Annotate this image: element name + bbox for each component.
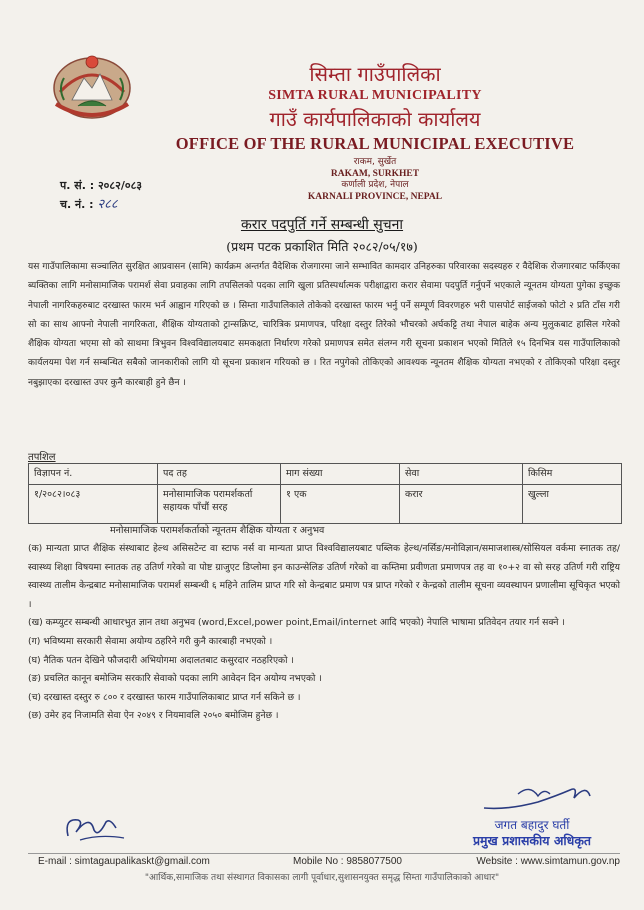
cell-ad-no: १/२०८२।०८३ — [29, 485, 158, 524]
cell-demand: १ एक — [281, 485, 400, 524]
table-header-row — [29, 464, 622, 485]
reference-ps-value: २०८२/०८३ — [97, 179, 143, 192]
reference-cn-value: २८८ — [97, 197, 118, 212]
col-ad-no: विज्ञापन नं. — [29, 464, 158, 485]
requirement-item: (ग) भविष्यमा सरकारी सेवामा अयोग्य ठहरिने गरी कुनै कारबाही नभएको । — [28, 635, 273, 647]
footer-mobile: Mobile No : 9858077500 — [293, 856, 402, 867]
table-caption: तपशिल — [28, 452, 56, 463]
office-name-np: गाउँ कार्यपालिकाको कार्यालय — [269, 107, 481, 131]
requirements-heading: मनोसामाजिक परामर्शकर्ताको न्यूनतम शैक्षिक योग्यता र अनुभव — [110, 525, 325, 536]
address-np-2: कर्णाली प्रदेश, नेपाल — [341, 180, 409, 190]
address-en-2: KARNALI PROVINCE, NEPAL — [307, 192, 443, 202]
col-demand: माग संख्या — [281, 464, 400, 485]
address-np-1: राकम, सुर्खेत — [353, 157, 397, 167]
requirement-item: (ख) कम्प्युटर सम्बन्धी आधारभुत ज्ञान तथा अनुभव (word,Excel,power point,Email/internet आदि भएको) नेपालि भाषामा प्रतिवेदन तयार गर्न सक्ने । — [28, 617, 565, 629]
footer-divider — [28, 853, 620, 854]
cell-type: खुल्ला — [523, 485, 622, 524]
notice-body: यस गाउँपालिकामा सञ्चालित सुरक्षित आप्रवासन (सामि) कार्यक्रम अन्तर्गत वैदेशिक रोजगारमा जाने सम्भावित कामदार उनिहरुका परिवारका सदस्यहरु र वैदेशिक रोजगारबाट फर्किएका ब्यक्तिका लागि मनोसामाजिक परामर्श सेवा प्रवाहका लागि तपसिलको पदका लागि खुला प्रतिस्पर्धात्मक परीक्षाद्वारा करार सेवामा पदपुर्ति गर्नुपर्ने भएकाले न्यूनतम योग्यता पुगेका इच्छुक नेपाली नागरिकहरुबाट दरखास्त फारम भर्न आह्वान गरिएको छ । सिम्ता गाउँपालिकाले तोकेको दरखास्त फारम भर्नु पर्ने सम्पूर्ण विवरणहरु भरी पासपोर्ट साईजको फोटो २ प्रति टाँस गरी सो का साथ आफ्नो नेपाली नागरिकता, शैक्षिक योग्यताको ट्रान्सक्रिप्ट, चारित्रिक प्रमाणपत्र, परिक्षा दस्तुर तिरेको भौचरको अर्घकट्टि तथा नेपाल बाहेक अन्य मुलुकबाट हासिल गरेको शैक्षिक योग्यता भएमा सो को साथमा त्रिभुवन विश्वविद्यालयबाट समकक्षता निर्धारण गरेको प्रमाणपत्र समेत संलग्न गरी सूचना प्रकाशन भएको मितिले १५ दिनभित्र यस गाउँपालिकाको कार्यलयमा पेश गर्न सम्बन्धित सबैको जानकारीको लागि यो सूचना प्रकाशन गरियको छ । रित नपुगेको तोकिएको आवश्यक न्यूनतम शैक्षिक योग्यता नभएको र तोकिएको परिक्षा दस्तुर नबुझाएका दरखास्त उपर कुनै कारबाही हुने छैन । — [28, 262, 620, 388]
office-name-en: OFFICE OF THE RURAL MUNICIPAL EXECUTIVE — [175, 134, 575, 153]
reference-ps-label: प. सं. : — [60, 179, 95, 192]
col-service: सेवा — [400, 464, 523, 485]
requirement-item: (घ) नैतिक पतन देखिने फौजदारी अभियोगमा अदालतबाट कसुरदार नठहरिएको । — [28, 654, 294, 666]
requirement-item: (क) मान्यता प्राप्त शैक्षिक संस्थाबाट हेल्थ असिसटेन्ट वा स्टाफ नर्स वा मान्यता प्राप्त विश्वविद्यालयबाट पब्लिक हेल्थ/नर्सिङ/मनोविज्ञान/समाजशास्त्र/सोसियल वर्कमा स्नातक तह/स्वास्थ्य शिक्षा विषयमा स्नातक तह उतिर्ण गरेको वा पोष्ट ग्राजुएट डिप्लोमा इन काउन्सेलिङ उतिर्ण गरेको वा कम्तिमा प्रवीणता प्रमाणपत्र तह वा १०+२ वा सो सरह उतिर्ण गरी राष्ट्रिय स्वास्थ्य तालीम केन्द्रबाट मनोसामाजिक परामर्श सम्बन्धी ६ महिने तालिम प्राप्त गरि सो केन्द्रबाट प्रमाण पत्र प्राप्त गरेको र केन्द्रको तालीम सूचना व्यवस्थापन प्रणालीमा सूचिकृत भएको । — [28, 543, 620, 610]
notice-title — [0, 215, 644, 234]
cell-post: मनोसामाजिक परामर्शकर्ता सहायक पाँचौं सरह — [158, 485, 281, 524]
reference-cn-label: च. नं. : — [60, 198, 94, 211]
reference-cn — [60, 194, 118, 212]
notice-title-text: करार पदपुर्ति गर्ने सम्बन्धी सुचना — [240, 217, 404, 233]
requirement-item: (ङ) प्रचलित कानून बमोजिम सरकारि सेवाको पदका लागि आवेदन दिन अयोग्य नभएको । — [28, 673, 322, 685]
footer-email[interactable]: E-mail : simtagaupalikaskt@gmail.com — [38, 856, 210, 867]
col-type: किसिम — [523, 464, 622, 485]
address-en-1: RAKAM, SURKHET — [330, 169, 420, 179]
footer-slogan: "आर्थिक,सामाजिक तथा संस्थागत विकासका लागी पूर्वाधार,सुशासनयुक्त समृद्ध सिम्ता गाउँपालिकाको आधार" — [144, 873, 500, 883]
signer-name: जगत बहादुर घर्ती — [494, 818, 570, 832]
footer-website[interactable]: Website : www.simtamun.gov.np — [476, 856, 620, 867]
col-post: पद तह — [158, 464, 281, 485]
vacancy-table — [28, 463, 622, 524]
reference-ps — [60, 178, 142, 193]
requirements-list — [28, 540, 620, 726]
nepal-emblem-icon — [50, 48, 134, 120]
table-row — [29, 485, 622, 524]
office-address — [250, 157, 500, 203]
officer-signature-icon — [478, 780, 598, 816]
requirement-item: (छ) उमेर हद निजामति सेवा ऐन २०४९ र नियमावलि २०५० बमोजिम हुनेछ । — [28, 710, 279, 722]
municipality-name-en: SIMTA RURAL MUNICIPALITY — [268, 88, 482, 103]
cell-service: करार — [400, 485, 523, 524]
notice-subtitle: (प्रथम पटक प्रकाशित मिति २०८२/०५/१७) — [226, 239, 418, 254]
initials-signature-icon — [60, 808, 140, 848]
office-title-block — [150, 62, 600, 154]
municipality-name-np: सिम्ता गाउँपालिका — [309, 62, 441, 86]
signer-title: प्रमुख प्रशासकीय अधिकृत — [472, 833, 592, 848]
requirement-item: (च) दरखास्त दस्तुर रु ८०० र दरखास्त फारम गाउँपालिकाबाट प्राप्त गर्न सकिने छ । — [28, 691, 301, 703]
